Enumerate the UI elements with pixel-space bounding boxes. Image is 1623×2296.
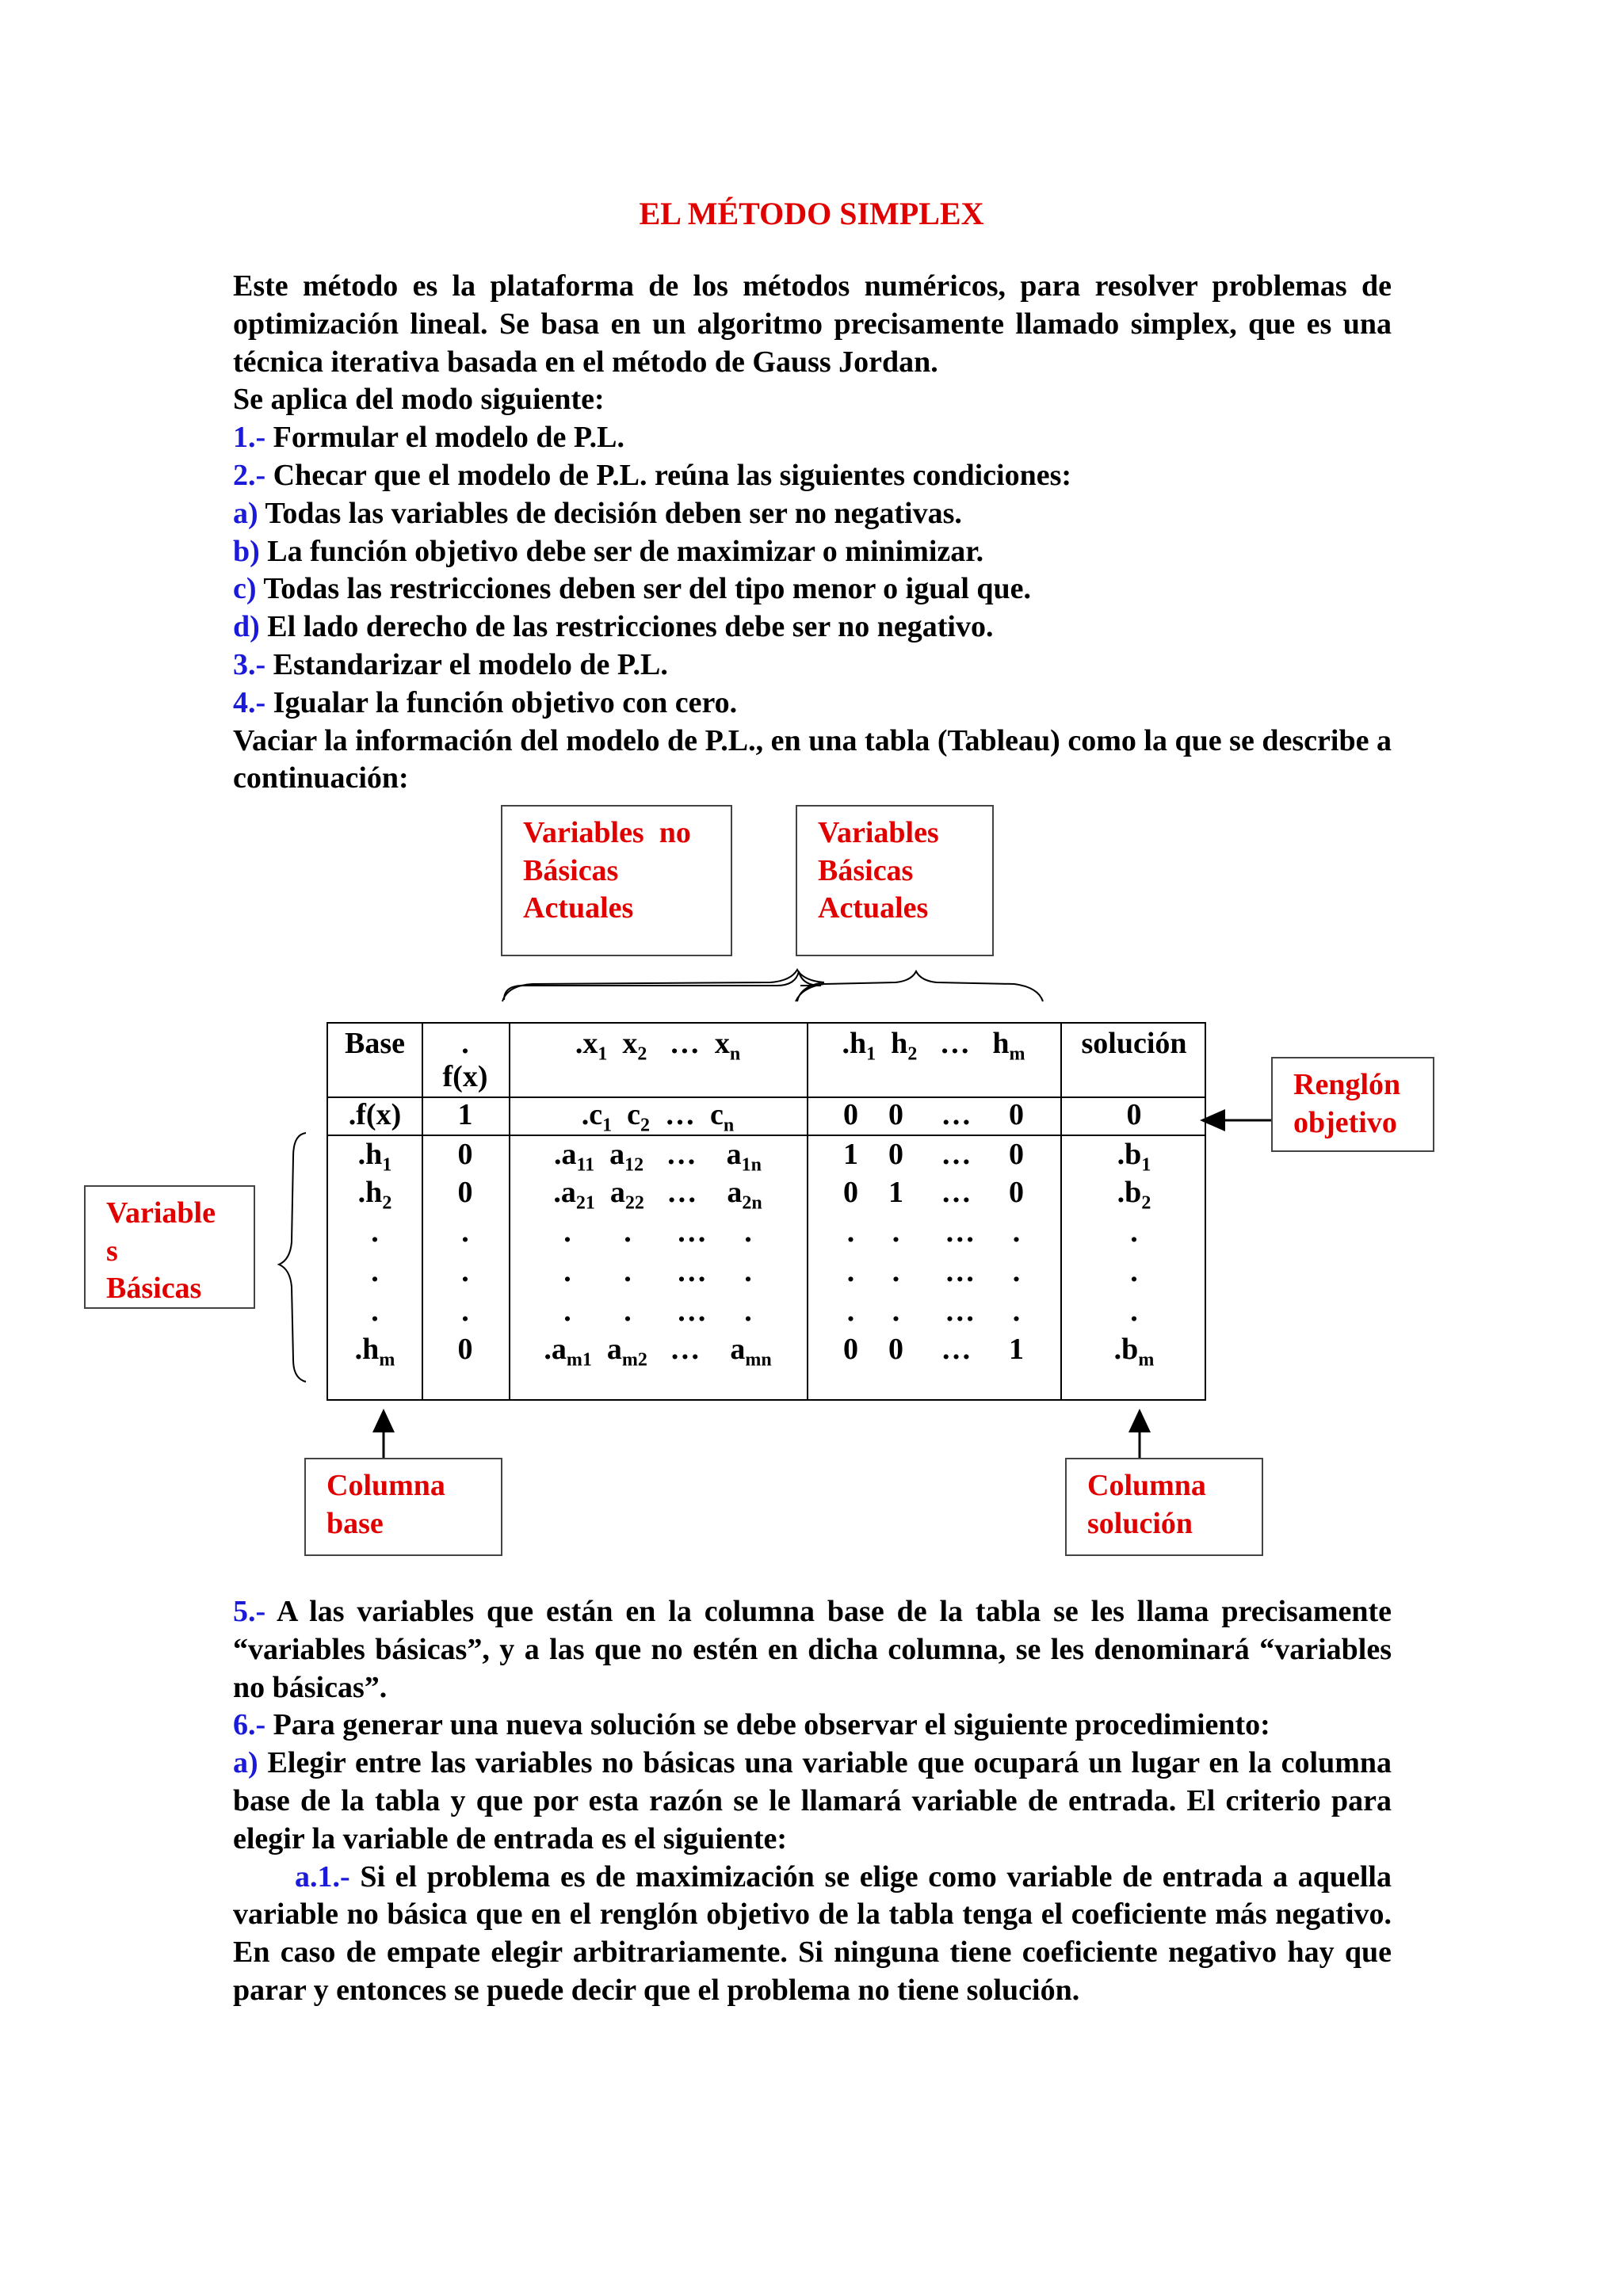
step-number: d) bbox=[233, 610, 260, 644]
row-a-coefficients: . . … . bbox=[563, 1295, 752, 1328]
step-text: La función objetivo debe ser de maximizar o minimizar. bbox=[259, 534, 984, 568]
row-solution: $.b_m$ bbox=[1113, 1333, 1155, 1371]
header-solution: solución bbox=[1081, 1027, 1187, 1060]
row-h-values: 0 0 … 1 bbox=[843, 1333, 1024, 1366]
label-line: objetivo bbox=[1293, 1105, 1397, 1139]
header-x-variables: $.x_1$ $x_2$ … $x_n$ bbox=[575, 1027, 741, 1065]
row-h-values: . . … . bbox=[846, 1255, 1021, 1288]
label-line: Actuales bbox=[523, 891, 634, 925]
row-fx: 0 bbox=[457, 1138, 473, 1171]
objective-solution: 0 bbox=[1126, 1098, 1142, 1131]
step-text: El lado derecho de las restricciones debe ser no negativo. bbox=[259, 610, 994, 644]
tableau-intro: Vaciar la información del modelo de P.L., en una tabla (Tableau) como la que se describe a continuación: bbox=[233, 723, 1392, 795]
label-line: Básicas bbox=[818, 853, 914, 887]
row-h-values: 1 0 … 0 bbox=[843, 1138, 1024, 1171]
after-section bbox=[233, 1593, 1392, 2010]
row-fx: 0 bbox=[457, 1176, 473, 1209]
step-6a: a) Elegir entre las variables no básicas una variable que ocupará un lugar en la columna base de la tabla y que por esta razón se le llamará variable de entrada. El criterio para elegir la variable de entrada es el siguiente: bbox=[233, 1746, 1392, 1855]
brace-rows bbox=[279, 1133, 306, 1382]
row-solution: $.b_1$ bbox=[1117, 1138, 1151, 1176]
brace-nonbasic bbox=[504, 971, 821, 1000]
step-number: c) bbox=[233, 572, 257, 606]
label-line: Columna bbox=[1087, 1469, 1206, 1502]
step-number: 3.- bbox=[233, 647, 266, 681]
label-line: base bbox=[327, 1506, 384, 1540]
step-5: 5.- A las variables que están en la columna base de la tabla se les llama precisamente “variables básicas”, y a las que no estén en dicha columna, se les denominará “variables no básicas”. bbox=[233, 1595, 1392, 1704]
label-line: Renglón bbox=[1293, 1068, 1401, 1101]
label-line: solución bbox=[1087, 1506, 1193, 1540]
row-h-values: . . … . bbox=[846, 1215, 1021, 1249]
label-line: Columna bbox=[327, 1469, 445, 1502]
row-h-values: 0 1 … 0 bbox=[843, 1176, 1024, 1209]
step-text: Igualar la función objetivo con cero. bbox=[265, 685, 738, 719]
row-base: $.h_2$ bbox=[357, 1176, 392, 1214]
step-number: 2.- bbox=[233, 458, 266, 492]
step-number: 1.- bbox=[233, 421, 266, 455]
step-number: a) bbox=[233, 496, 258, 530]
row-solution: . bbox=[1130, 1215, 1138, 1249]
step-number: 4.- bbox=[233, 685, 266, 719]
step-6a1: a.1.- Si el problema es de maximización se elige como variable de entrada a aquella variable no básica que en el renglón objetivo de la tabla tenga el coeficiente más negativo. En caso de empate elegir arbitrariamente. Si ninguna tiene coeficiente negativo hay que parar y entonces se puede decir que el problema no tiene solución. bbox=[233, 1859, 1392, 2007]
row-base: . bbox=[371, 1215, 379, 1249]
header-fx: f(x) bbox=[442, 1060, 488, 1093]
row-fx: 0 bbox=[457, 1333, 473, 1366]
step-text: Estandarizar el modelo de P.L. bbox=[265, 647, 668, 681]
row-fx: . bbox=[461, 1295, 469, 1328]
step-text: Todas las variables de decisión deben ser no negativas. bbox=[258, 496, 962, 530]
objective-base: .f(x) bbox=[348, 1098, 402, 1131]
label-line: Básicas bbox=[523, 853, 619, 887]
row-fx: . bbox=[461, 1255, 469, 1288]
row-a-coefficients: . . … . bbox=[563, 1215, 752, 1249]
step-text: Formular el modelo de P.L. bbox=[265, 421, 624, 455]
row-a-coefficients: $.a_{21}$ $a_{22}$ … $a_{2n}$ bbox=[553, 1176, 762, 1214]
row-base: $.h_m$ bbox=[354, 1333, 395, 1371]
row-a-coefficients: $.a_{m1}$ $a_{m2}$ … $a_{mn}$ bbox=[544, 1333, 772, 1371]
page-title: EL MÉTODO SIMPLEX bbox=[639, 196, 984, 231]
label-line: Variables bbox=[818, 816, 939, 849]
row-a-coefficients: . . … . bbox=[563, 1255, 752, 1288]
row-base: . bbox=[371, 1255, 379, 1288]
intro-paragraph: Este método es la plataforma de los métodos numéricos, para resolver problemas de optimización lineal. Se basa en un algoritmo precisamente llamado simplex, que es una técnica iterativa basada en el método de Gauss Jordan. bbox=[233, 269, 1392, 379]
objective-h-values: 0 0 … 0 bbox=[843, 1098, 1024, 1131]
step-text: Todas las restricciones deben ser del tipo menor o igual que. bbox=[256, 572, 1032, 606]
header-fx-dot: . bbox=[461, 1027, 469, 1060]
arrow-objective-row bbox=[1200, 1109, 1225, 1131]
arrow-solution-column bbox=[1128, 1409, 1151, 1432]
step-number: b) bbox=[233, 534, 260, 568]
intro-lead: Se aplica del modo siguiente: bbox=[233, 383, 605, 417]
step-text: Checar que el modelo de P.L. reúna las siguientes condiciones: bbox=[265, 458, 1072, 492]
objective-coefficients: $.c_1$ $c_2$ … $c_n$ bbox=[581, 1098, 735, 1136]
label-line: Variable bbox=[106, 1196, 216, 1230]
row-base: $.h_1$ bbox=[357, 1138, 392, 1176]
objective-fx: 1 bbox=[457, 1098, 473, 1131]
arrow-base-column bbox=[372, 1409, 395, 1432]
header-h-variables: $.h_1$ $h_2$ … $h_m$ bbox=[842, 1027, 1025, 1065]
row-h-values: . . … . bbox=[846, 1295, 1021, 1328]
label-line: Variables no bbox=[523, 816, 691, 849]
row-a-coefficients: $.a_{11}$ $a_{12}$ … $a_{1n}$ bbox=[553, 1138, 762, 1176]
row-solution: . bbox=[1130, 1295, 1138, 1328]
row-fx: . bbox=[461, 1215, 469, 1249]
label-line: Actuales bbox=[818, 891, 929, 925]
header-base: Base bbox=[345, 1027, 405, 1060]
label-line: Básicas bbox=[106, 1272, 202, 1305]
row-base: . bbox=[371, 1295, 379, 1328]
brace-basic bbox=[796, 971, 1043, 1001]
row-solution: . bbox=[1130, 1255, 1138, 1288]
label-line: s bbox=[106, 1234, 118, 1268]
row-solution: $.b_2$ bbox=[1117, 1176, 1151, 1214]
step-6: 6.- Para generar una nueva solución se debe observar el siguiente procedimiento: bbox=[233, 1708, 1270, 1742]
